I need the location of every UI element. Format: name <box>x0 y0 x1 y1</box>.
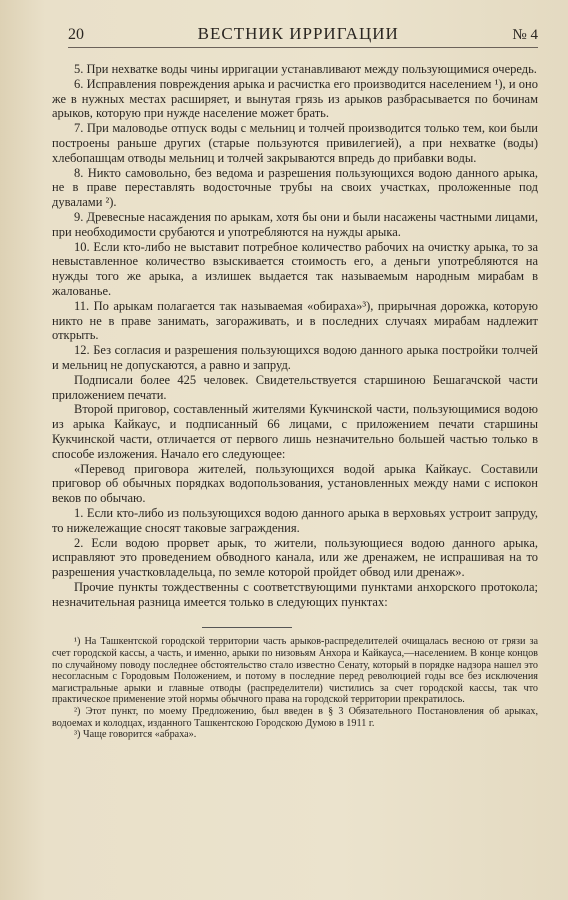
journal-title: ВЕСТНИК ИРРИГАЦИИ <box>197 24 399 43</box>
paragraph: 8. Никто самовольно, без ведома и разрешения пользующихся водою данного арыка, не в праве переставлять водосточные трубы на своих участках, проложенные под дувалами ²). <box>52 165 538 210</box>
paragraph: 9. Древесные насаждения по арыкам, хотя бы они и были насажены частными лицами, при необходимости срубаются и употребляются на нужды арыка. <box>52 209 538 239</box>
paragraph: 6. Исправления повреждения арыка и расчистка его производится населением ¹), и оно же в нужных местах расширяет, и вынутая грязь из арыков разбрасывается по бочинам арыков, которую при нужде население может брать. <box>52 76 538 121</box>
paragraph: 2. Если водою прорвет арык, то жители, пользующиеся водою данного арыка, исправляют это проведением обводного канала, или же дренажем, не испрашивая на то разрешения участковладельца, по земле которой пройдет обвод или дренаж». <box>52 535 538 580</box>
paragraph: 5. При нехватке воды чины ирригации устанавливают между пользующимися очередь. <box>74 62 537 76</box>
footnote-divider <box>202 627 292 628</box>
paragraph: 1. Если кто-либо из пользующихся водою данного арыка в верховьях устроит запруду, то нижележащие сносят таковые заграждения. <box>52 505 538 535</box>
running-header <box>68 24 538 48</box>
footnote: ¹) На Ташкентской городской территории часть арыков-распределителей очищалась весною от грязи за счет городской кассы, а часть, и именно, арыки по низовьям Анхора и Кайкауса,—населением. В конце концов по случайному поводу последнее обстоятельство стало известно Сенату, который в порядке надзора нашел это несогласным с Городовым Положением, и потому в последние перед революцией годы все без исключения магистральные арыки и главные отводы (распределители) чистились за счет городской кассы, так что практическое применение этой нормы обычного права на городской территории прекратилось. <box>52 636 538 706</box>
footnote: ³) Чаще говорится «абраха». <box>74 729 197 741</box>
paragraph: 7. При маловодье отпуск воды с мельниц и толчей производится только тем, кои были построены раньше других (старые пользуются привилегией), а при нехватке (воды) хлебопашцам отводы мельниц и толчей закрываются впредь до прибавки воды. <box>52 121 538 165</box>
paragraph: 10. Если кто-либо не выставит потребное количество рабочих на очистку арыка, то за невыставленное количество взыскивается стоимость его, а деньги употребляются на нужды того же арыка, а излишек выдается так называемым народным мирабам в жалованье. <box>52 239 538 298</box>
footnotes <box>52 636 538 740</box>
issue-number: № 4 <box>512 27 538 43</box>
paragraph: Прочие пункты тождественны с соответствующими пунктами анхорского протокола; незначительная разница имеется только в следующих пунктах: <box>52 579 538 609</box>
paragraph: Подписали более 425 человек. Свидетельствуется старшиною Бешагачской части приложением печати. <box>52 372 538 402</box>
paragraph: «Перевод приговора жителей, пользующихся водой арыка Кайкаус. Составили приговор об обычных порядках водопользования, установленных между нами с испокон веков по обычаю. <box>52 461 538 506</box>
page-number: 20 <box>68 26 84 43</box>
footnote: ²) Этот пункт, по моему Предложению, был введен в § 3 Обязательного Постановления об арыках, водоемах и колодцах, изданного Ташкентскою Городскою Думою в 1911 г. <box>52 706 538 729</box>
paragraph: Второй приговор, составленный жителями Кукчинской части, пользующимися водою из арыка Кайкаус, и подписанный 66 лицами, с приложением печати старшины Кукчинской части, отличается от первого лишь незначительно большей частью только в способе изложения. Начало его следующее: <box>52 402 538 461</box>
paragraph: 12. Без согласия и разрешения пользующихся водою данного арыка постройки толчей и мельниц не допускаются, а равно и запруд. <box>52 343 538 372</box>
paragraph: 11. По арыкам полагается так называемая «обираха»³), прирычная дорожка, которую никто не в праве занимать, загораживать, и в последних случаях мирабам надлежит открыть. <box>52 298 538 343</box>
main-text <box>52 62 538 609</box>
